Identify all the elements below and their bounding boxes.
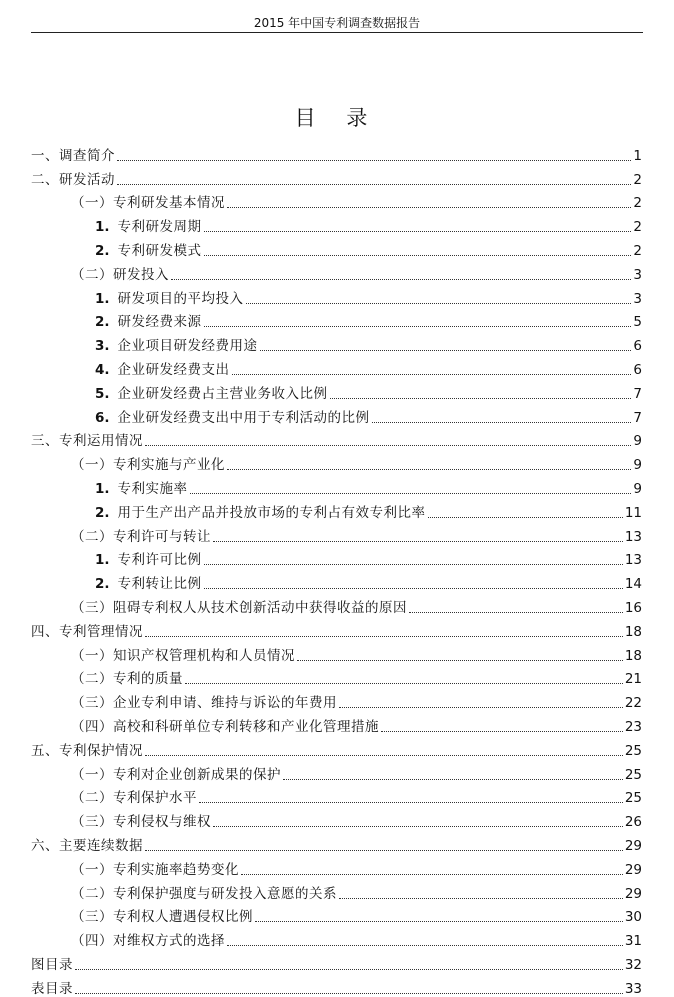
toc-entry[interactable] xyxy=(31,426,642,450)
toc-leader-dots xyxy=(204,588,623,589)
toc-entry-text: 用于生产出产品并投放市场的专利占有效专利比率 xyxy=(117,504,426,521)
toc-entry-text: （二）专利保护强度与研发投入意愿的关系 xyxy=(71,885,337,902)
toc-leader-dots xyxy=(255,921,623,922)
toc-entry[interactable] xyxy=(31,449,642,473)
toc-entry-text: 专利许可比例 xyxy=(117,552,202,569)
toc-leader-dots xyxy=(283,779,623,780)
toc-entry-text: 专利转让比例 xyxy=(117,576,202,593)
toc-entry-text: （二）专利保护水平 xyxy=(71,790,197,807)
toc-entry[interactable] xyxy=(31,188,642,212)
toc-page-number: 7 xyxy=(633,385,642,402)
toc-entry-text: （一）知识产权管理机构和人员情况 xyxy=(71,647,295,664)
toc-page-number: 30 xyxy=(624,909,642,926)
toc-list xyxy=(31,140,642,997)
toc-entry-text: 专利研发周期 xyxy=(117,219,202,236)
toc-leader-dots xyxy=(145,445,631,446)
toc-entry-number: 2. xyxy=(95,576,110,593)
toc-leader-dots xyxy=(171,279,631,280)
toc-leader-dots xyxy=(227,207,631,208)
toc-entry[interactable] xyxy=(31,925,642,949)
toc-page-number: 21 xyxy=(624,671,642,688)
toc-leader-dots xyxy=(213,826,623,827)
toc-entry[interactable] xyxy=(31,283,642,307)
toc-page-number: 3 xyxy=(633,290,642,307)
toc-entry-number: 4. xyxy=(95,361,110,378)
toc-entry-text: 企业研发经费支出中用于专利活动的比例 xyxy=(117,409,370,426)
toc-entry-text: 研发项目的平均投入 xyxy=(117,290,244,307)
toc-page-number: 2 xyxy=(633,242,642,259)
toc-entry-text: （一）专利实施率趋势变化 xyxy=(71,861,239,878)
toc-entry[interactable] xyxy=(31,854,642,878)
toc-leader-dots xyxy=(145,636,623,637)
toc-entry-text: 三、专利运用情况 xyxy=(31,433,143,450)
toc-page-number: 11 xyxy=(624,504,642,521)
toc-page-number: 16 xyxy=(624,599,642,616)
toc-entry-text: （一）专利研发基本情况 xyxy=(71,195,225,212)
toc-leader-dots xyxy=(428,517,623,518)
toc-entry[interactable] xyxy=(31,735,642,759)
toc-entry[interactable] xyxy=(31,830,642,854)
toc-title: 目 录 xyxy=(294,106,380,130)
toc-entry-text: （一）专利实施与产业化 xyxy=(71,457,225,474)
toc-leader-dots xyxy=(75,969,623,970)
toc-entry-text: （三）企业专利申请、维持与诉讼的年费用 xyxy=(71,695,337,712)
toc-leader-dots xyxy=(75,993,623,994)
toc-entry-text: （二）研发投入 xyxy=(71,266,169,283)
toc-leader-dots xyxy=(260,350,632,351)
toc-leader-dots xyxy=(381,731,623,732)
toc-entry[interactable] xyxy=(31,687,642,711)
toc-entry-text: 企业研发经费支出 xyxy=(117,361,230,378)
toc-leader-dots xyxy=(339,707,623,708)
toc-entry[interactable] xyxy=(31,211,642,235)
toc-entry-text: 图目录 xyxy=(31,956,73,973)
toc-leader-dots xyxy=(297,660,623,661)
toc-entry[interactable] xyxy=(31,616,642,640)
toc-entry[interactable] xyxy=(31,140,642,164)
toc-leader-dots xyxy=(227,469,631,470)
toc-page-number: 22 xyxy=(624,695,642,712)
toc-entry-text: 二、研发活动 xyxy=(31,171,115,188)
toc-entry-text: 企业研发经费占主营业务收入比例 xyxy=(117,385,328,402)
toc-leader-dots xyxy=(330,398,632,399)
toc-entry[interactable] xyxy=(31,497,642,521)
toc-entry-text: （二）专利许可与转让 xyxy=(71,528,211,545)
toc-entry[interactable] xyxy=(31,783,642,807)
toc-page-number: 33 xyxy=(624,980,642,997)
toc-page-number: 1 xyxy=(633,147,642,164)
toc-entry[interactable] xyxy=(31,973,642,997)
toc-page-number: 14 xyxy=(624,576,642,593)
toc-page-number: 13 xyxy=(624,552,642,569)
toc-page-number: 29 xyxy=(624,837,642,854)
toc-entry[interactable] xyxy=(31,711,642,735)
toc-entry[interactable] xyxy=(31,378,642,402)
toc-leader-dots xyxy=(204,564,623,565)
toc-entry-number: 2. xyxy=(95,314,110,331)
toc-leader-dots xyxy=(227,945,623,946)
toc-entry-text: 一、调查简介 xyxy=(31,147,115,164)
toc-entry[interactable] xyxy=(31,545,642,569)
toc-leader-dots xyxy=(204,231,632,232)
toc-entry-text: 专利研发模式 xyxy=(117,242,202,259)
toc-entry-text: （三）专利侵权与维权 xyxy=(71,814,211,831)
toc-entry[interactable] xyxy=(31,164,642,188)
toc-entry-text: （二）专利的质量 xyxy=(71,671,183,688)
toc-entry[interactable] xyxy=(31,592,642,616)
toc-leader-dots xyxy=(190,493,632,494)
toc-page-number: 5 xyxy=(633,314,642,331)
toc-page-number: 7 xyxy=(633,409,642,426)
toc-entry[interactable] xyxy=(31,949,642,973)
toc-page-number: 3 xyxy=(633,266,642,283)
toc-entry[interactable] xyxy=(31,759,642,783)
toc-entry-number: 1. xyxy=(95,552,110,569)
toc-entry-text: （三）专利权人遭遇侵权比例 xyxy=(71,909,253,926)
toc-page-number: 25 xyxy=(624,766,642,783)
toc-leader-dots xyxy=(145,850,623,851)
toc-entry-number: 2. xyxy=(95,242,110,259)
toc-page-number: 29 xyxy=(624,885,642,902)
toc-entry[interactable] xyxy=(31,664,642,688)
toc-leader-dots xyxy=(199,802,623,803)
toc-page-number: 18 xyxy=(624,647,642,664)
toc-leader-dots xyxy=(117,160,631,161)
toc-entry-text: 专利实施率 xyxy=(117,480,188,497)
toc-leader-dots xyxy=(409,612,623,613)
toc-entry-text: 研发经费来源 xyxy=(117,314,202,331)
toc-entry-text: （三）阻碍专利权人从技术创新活动中获得收益的原因 xyxy=(71,599,407,616)
toc-page-number: 2 xyxy=(633,219,642,236)
toc-entry-text: （四）高校和科研单位专利转移和产业化管理措施 xyxy=(71,718,379,735)
toc-entry-text: （四）对维权方式的选择 xyxy=(71,933,225,950)
toc-entry-text: 企业项目研发经费用途 xyxy=(117,338,258,355)
toc-page-number: 9 xyxy=(633,433,642,450)
toc-page-number: 13 xyxy=(624,528,642,545)
toc-entry[interactable] xyxy=(31,806,642,830)
toc-page-number: 29 xyxy=(624,861,642,878)
toc-entry-text: （一）专利对企业创新成果的保护 xyxy=(71,766,281,783)
toc-page-number: 2 xyxy=(633,195,642,212)
toc-leader-dots xyxy=(232,374,632,375)
toc-entry[interactable] xyxy=(31,878,642,902)
toc-entry-number: 1. xyxy=(95,219,110,236)
toc-page-number: 18 xyxy=(624,623,642,640)
toc-page-number: 25 xyxy=(624,790,642,807)
running-header: 2015 年中国专利调查数据报告 xyxy=(253,16,421,30)
toc-entry[interactable] xyxy=(31,568,642,592)
toc-page-number: 9 xyxy=(633,457,642,474)
toc-entry[interactable] xyxy=(31,902,642,926)
toc-page-number: 25 xyxy=(624,742,642,759)
toc-entry-number: 6. xyxy=(95,409,110,426)
toc-page-number: 23 xyxy=(624,718,642,735)
toc-entry-number: 5. xyxy=(95,385,110,402)
toc-entry-number: 1. xyxy=(95,290,110,307)
toc-leader-dots xyxy=(213,541,623,542)
toc-entry-text: 六、主要连续数据 xyxy=(31,837,143,854)
toc-leader-dots xyxy=(372,422,632,423)
toc-entry-text: 五、专利保护情况 xyxy=(31,742,143,759)
toc-entry-text: 四、专利管理情况 xyxy=(31,623,143,640)
toc-entry-number: 1. xyxy=(95,480,110,497)
toc-page-number: 9 xyxy=(633,480,642,497)
toc-leader-dots xyxy=(185,683,623,684)
toc-entry[interactable] xyxy=(31,235,642,259)
toc-page-number: 26 xyxy=(624,814,642,831)
toc-entry[interactable] xyxy=(31,307,642,331)
toc-leader-dots xyxy=(241,874,623,875)
toc-leader-dots xyxy=(145,755,623,756)
header-rule xyxy=(31,32,643,33)
toc-entry-number: 2. xyxy=(95,504,110,521)
toc-entry[interactable] xyxy=(31,521,642,545)
toc-entry[interactable] xyxy=(31,330,642,354)
toc-entry-number: 3. xyxy=(95,338,110,355)
toc-leader-dots xyxy=(339,898,623,899)
toc-leader-dots xyxy=(117,184,631,185)
toc-page-number: 6 xyxy=(633,361,642,378)
toc-entry[interactable] xyxy=(31,473,642,497)
toc-leader-dots xyxy=(246,303,632,304)
toc-page-number: 32 xyxy=(624,956,642,973)
toc-entry[interactable] xyxy=(31,259,642,283)
toc-page-number: 31 xyxy=(624,933,642,950)
toc-page-number: 6 xyxy=(633,338,642,355)
toc-leader-dots xyxy=(204,326,632,327)
toc-entry[interactable] xyxy=(31,402,642,426)
toc-leader-dots xyxy=(204,255,632,256)
toc-entry-text: 表目录 xyxy=(31,980,73,997)
toc-entry[interactable] xyxy=(31,640,642,664)
toc-entry[interactable] xyxy=(31,354,642,378)
toc-page-number: 2 xyxy=(633,171,642,188)
